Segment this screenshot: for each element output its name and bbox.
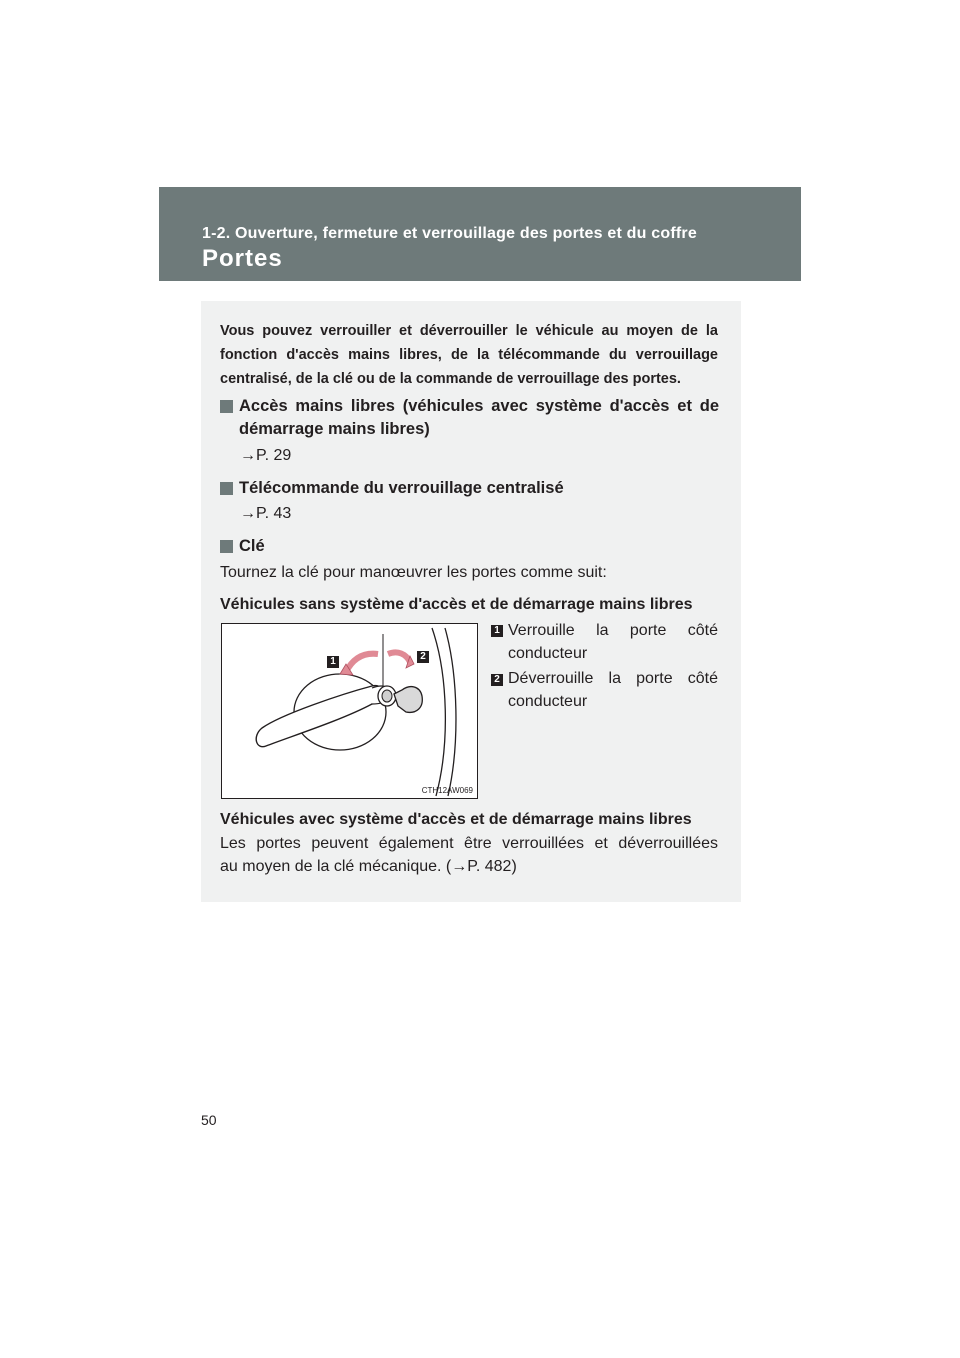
item-badge-1: 1 xyxy=(491,625,503,637)
door-handle-key-icon xyxy=(222,624,477,798)
door-handle-illustration xyxy=(221,623,478,799)
page-ref-link[interactable]: →P. 29 xyxy=(240,447,292,464)
heading-smart-access-cont: démarrage mains libres) xyxy=(239,420,430,438)
heading-key: Clé xyxy=(239,537,265,555)
bullet-square-icon xyxy=(220,400,233,413)
figure-badge-2: 2 xyxy=(417,651,429,663)
subheading-without-smart: Véhicules sans système d'accès et de démarrage mains libres xyxy=(220,596,693,613)
content-panel xyxy=(201,301,741,902)
page-title: Portes xyxy=(202,245,283,272)
mechanical-key-paragraph: Les portes peuvent également être verrouillées et déverrouillées au moyen de la clé mécanique. (→P. 482) xyxy=(220,835,718,875)
page-ref-link[interactable]: →P. 43 xyxy=(240,505,292,522)
item-unlock: Déverrouille la porte côté conducteur xyxy=(508,670,718,710)
intro-line: centralisé, de la clé ou de la commande de verrouillage des portes. xyxy=(220,371,681,387)
intro-line: fonction d'accès mains libres, de la télécommande du verrouillage xyxy=(220,347,718,363)
heading-remote: Télécommande du verrouillage centralisé xyxy=(239,479,564,497)
bullet-square-icon xyxy=(220,482,233,495)
chapter-header xyxy=(159,187,801,281)
section-title: 1-2. Ouverture, fermeture et verrouillage des portes et du coffre xyxy=(202,225,697,242)
heading-smart-access: Accès mains libres (véhicules avec système d'accès et de xyxy=(239,397,719,415)
figure-badge-1: 1 xyxy=(327,656,339,668)
page-number: 50 xyxy=(201,1112,217,1128)
key-instruction: Tournez la clé pour manœuvrer les portes comme suit: xyxy=(220,564,607,581)
bullet-square-icon xyxy=(220,540,233,553)
item-lock: Verrouille la porte côté conducteur xyxy=(508,622,718,662)
intro-line: Vous pouvez verrouiller et déverrouiller le véhicule au moyen de la xyxy=(220,323,718,339)
figure-code: CTH12AW069 xyxy=(421,786,473,795)
item-badge-2: 2 xyxy=(491,674,503,686)
intro-paragraph xyxy=(220,319,718,391)
subheading-with-smart: Véhicules avec système d'accès et de démarrage mains libres xyxy=(220,811,692,828)
